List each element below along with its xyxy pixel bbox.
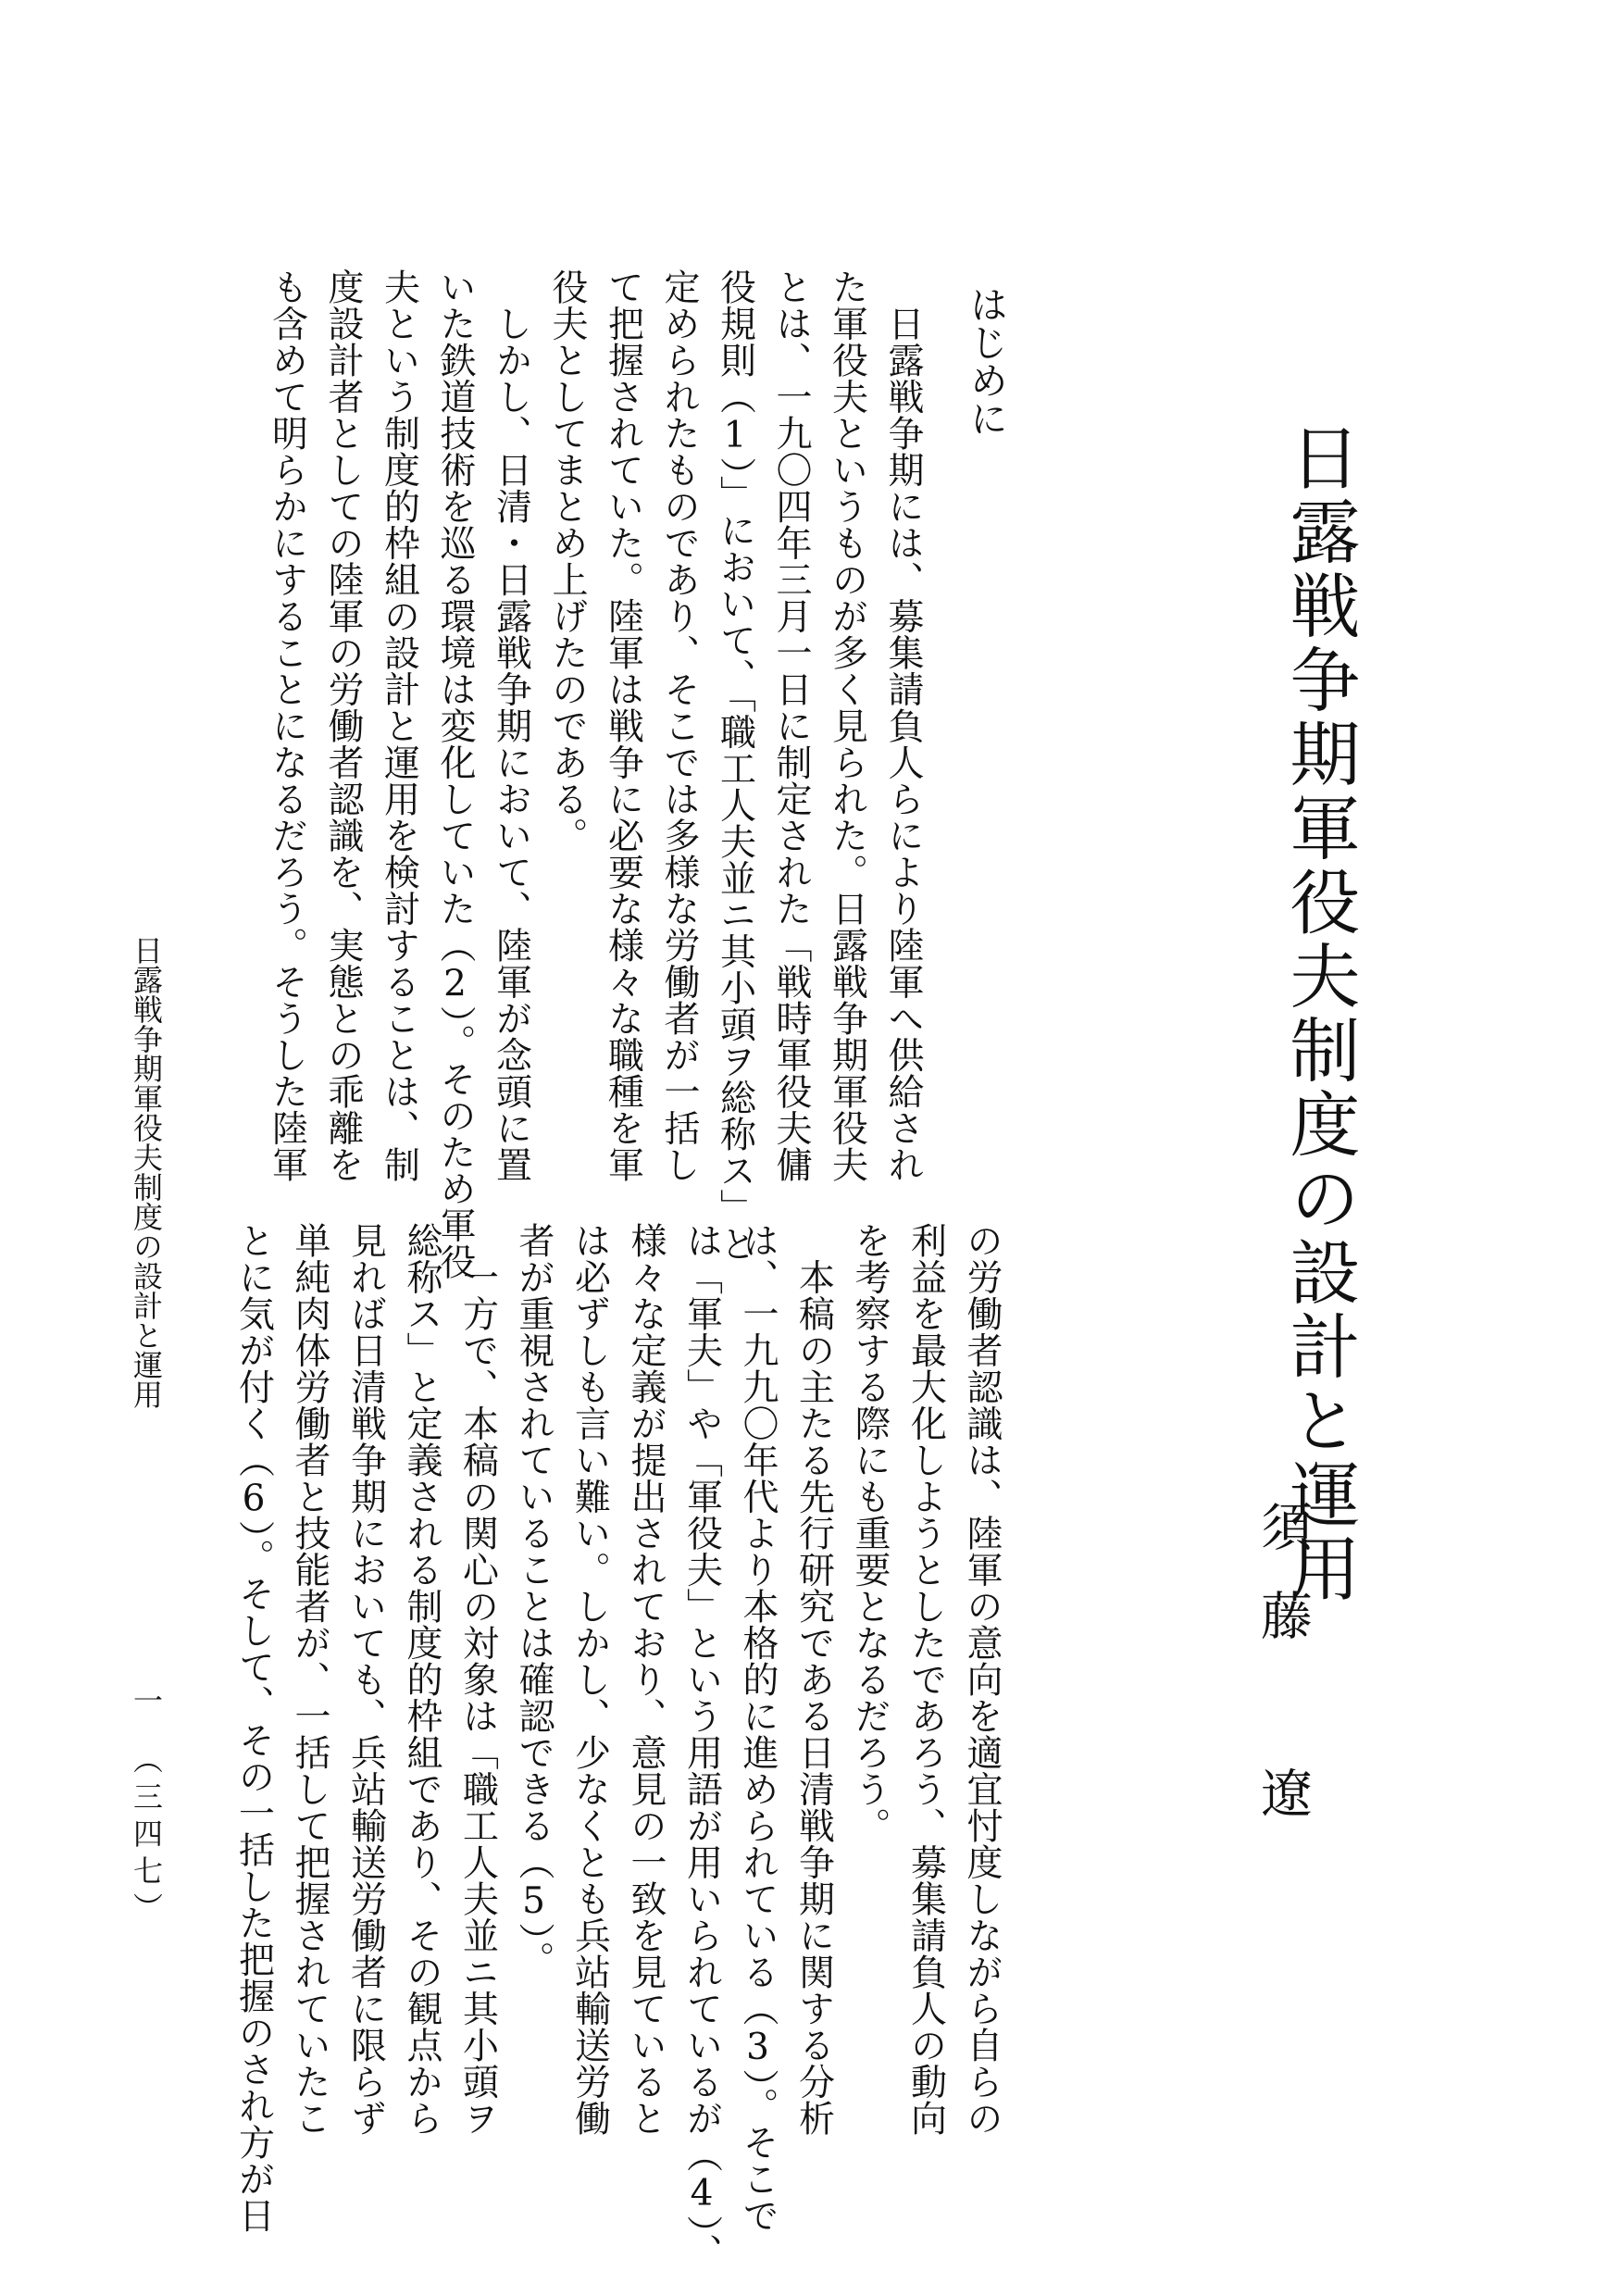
text-column: 定められたものであり、そこでは多様な労働者が一括し xyxy=(658,268,700,1183)
text-column: 日露戦争期には、募集請負人らにより陸軍へ供給され xyxy=(882,268,924,1183)
text-column: いた鉄道技術を巡る環境は変化していた（2）。そのため軍役 xyxy=(434,268,476,1280)
text-column: も含めて明らかにすることになるだろう。そうした陸軍 xyxy=(266,268,308,1183)
text-column: 者が重視されていることは確認できる（5）。 xyxy=(513,1222,555,1978)
author-name: 須藤 遼 xyxy=(1252,1500,1313,1855)
text-column: しかし、日清・日露戦争期において、陸軍が念頭に置 xyxy=(490,268,532,1183)
text-column: 利益を最大化しようとしたであろう、募集請負人の動向 xyxy=(904,1222,947,2137)
text-column: は必ずしも言い難い。しかし、少なくとも兵站輸送労働 xyxy=(568,1222,611,2137)
text-column: 総称ス」と定義される制度的枠組であり、その観点から xyxy=(401,1222,442,2137)
text-column: 単純肉体労働者と技能者が、一括して把握されていたこ xyxy=(289,1222,330,2137)
text-column: 見れば日清戦争期においても、兵站輸送労働者に限らず xyxy=(344,1222,387,2137)
text-column: 夫という制度的枠組の設計と運用を検討することは、制 xyxy=(378,268,420,1183)
text-column: は「軍夫」や「軍役夫」という用語が用いられているが（4）、 xyxy=(680,1222,723,2270)
running-header: 日露戦争期軍役夫制度の設計と運用 xyxy=(129,935,164,1409)
text-column: の労働者認識は、陸軍の意向を適宜忖度しながら自らの xyxy=(961,1222,1003,2137)
text-column: 役夫としてまとめ上げたのである。 xyxy=(546,268,588,854)
text-column: を考察する際にも重要となるだろう。 xyxy=(849,1222,891,1844)
text-column: 役規則（1）」において、「職工人夫並ニ其小頭ヲ総称ス」と xyxy=(714,268,756,1262)
text-column: 一方で、本稿の関心の対象は「職工人夫並ニ其小頭ヲ xyxy=(456,1222,499,2137)
text-column: 様々な定義が提出されており、意見の一致を見ていると xyxy=(625,1222,667,2137)
text-column: は、一九九〇年代より本格的に進められている（3）。そこで xyxy=(737,1222,779,2234)
text-column: とは、一九〇四年三月一日に制定された「戦時軍役夫傭 xyxy=(770,268,812,1183)
text-column: とに気が付く（6）。そして、その一括した把握のされ方が日 xyxy=(232,1222,275,2234)
text-column: 度設計者としての陸軍の労働者認識を、実態との乖離を xyxy=(322,268,364,1183)
text-column: た軍役夫というものが多く見られた。日露戦争期軍役夫 xyxy=(826,268,868,1183)
text-column: て把握されていた。陸軍は戦争に必要な様々な職種を軍 xyxy=(602,268,644,1183)
text-column: 本稿の主たる先行研究である日清戦争期に関する分析 xyxy=(792,1222,835,2137)
page-number: 一 （三四七） xyxy=(129,1685,164,1929)
article-title: 日露戦争期軍役夫制度の設計と運用 xyxy=(1278,421,1361,1606)
section-heading: はじめに xyxy=(964,285,1008,437)
